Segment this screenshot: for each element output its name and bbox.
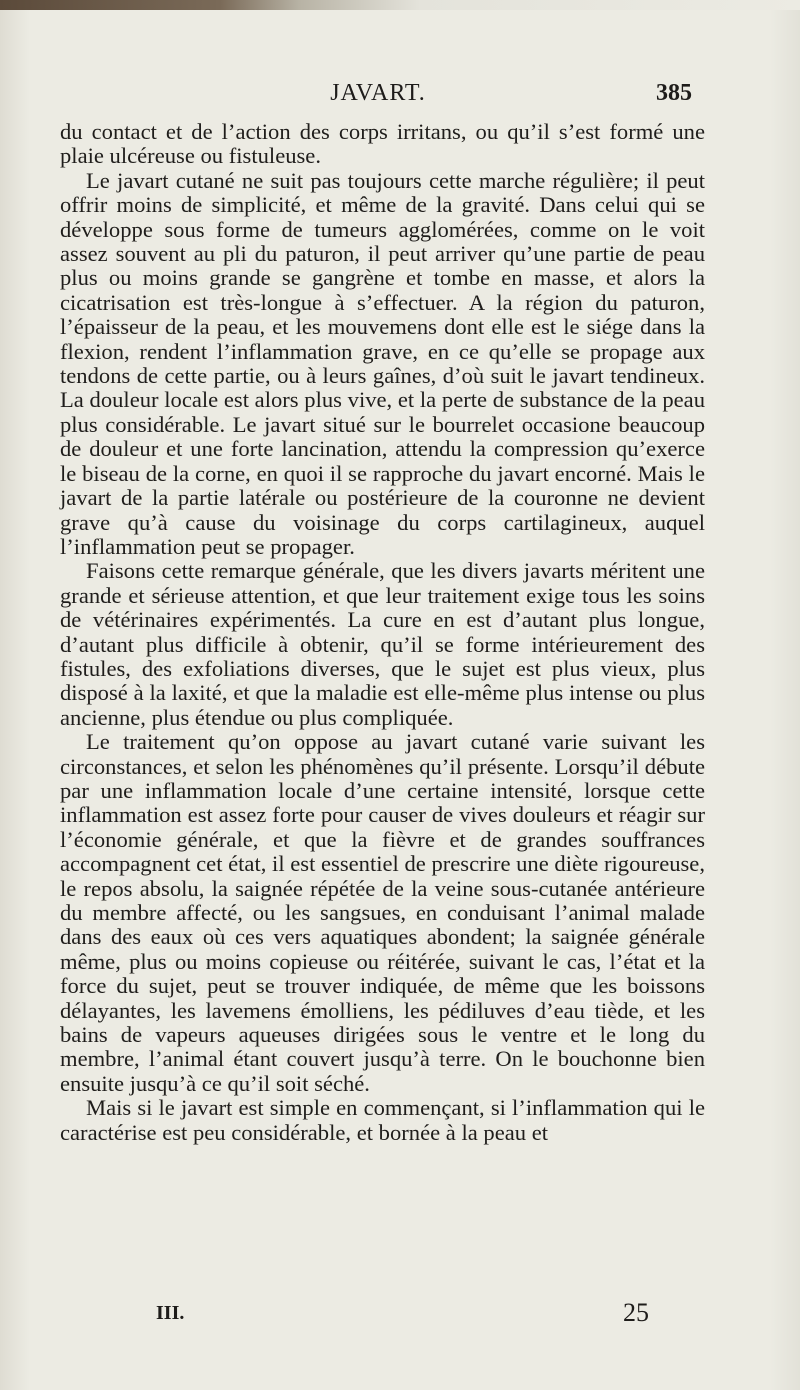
page-top-edge bbox=[0, 0, 800, 10]
page-number: 385 bbox=[656, 80, 692, 106]
page-header bbox=[58, 80, 698, 114]
paragraph: du contact et de l’action des corps irritans, ou qu’il s’est formé une plaie ulcéreuse ou fistuleuse. bbox=[60, 119, 705, 169]
page-body bbox=[60, 120, 705, 1145]
volume-number: III. bbox=[156, 1302, 185, 1324]
running-title: JAVART. bbox=[330, 80, 426, 106]
paragraph: Le traitement qu’on oppose au javart cutané varie suivant les circonstances, et selon les phénomènes qu’il présente. Lorsqu’il débute par une inflammation locale d’une certaine intensité, lorsque cette inflammation est assez forte pour causer de vives douleurs et réagir sur l’économie générale, et que la fièvre et de grandes souffrances accompagnent cet état, il est essentiel de prescrire une diète rigoureuse, le repos absolu, la saignée répétée de la veine sous-cutanée antérieure du membre affecté, ou les sangsues, en conduisant l’animal malade dans des eaux où ces vers aquatiques abondent; la saignée générale même, plus ou moins copieuse ou réitérée, suivant le cas, l’état et la force du sujet, peut se trouver indiquée, de même que les boissons délayantes, les lavemens émolliens, les pédiluves d’eau tiède, et les bains de vapeurs aqueuses dirigées sous le ventre et le long du membre, l’animal étant couvert jusqu’à terre. On le bouchonne bien ensuite jusqu’à ce qu’il soit séché. bbox=[60, 729, 705, 1096]
page-footer bbox=[58, 1298, 698, 1336]
paragraph: Mais si le javart est simple en commençant, si l’inflammation qui le caractérise est peu considérable, et bornée à la peau et bbox=[60, 1095, 705, 1145]
signature-mark: 25 bbox=[623, 1298, 649, 1327]
paragraph: Le javart cutané ne suit pas toujours cette marche régulière; il peut offrir moins de simplicité, et même de la gravité. Dans celui qui se développe sous forme de tumeurs agglomérées, comme on le voit assez souvent au pli du paturon, il peut arriver qu’une partie de peau plus ou moins grande se gangrène et tombe en masse, et alors la cicatrisation est très-longue à s’effectuer. A la région du paturon, l’épaisseur de la peau, et les mouvemens dont elle est le siége dans la flexion, rendent l’inflammation grave, en ce qu’elle se propage aux tendons de cette partie, ou à leurs gaînes, d’où suit le javart tendineux. La douleur locale est alors plus vive, et la perte de substance de la peau plus considérable. Le javart situé sur le bourrelet occasione beaucoup de douleur et une forte lancination, attendu la compression qu’exerce le biseau de la corne, en quoi il se rapproche du javart encorné. Mais le javart de la partie latérale ou postérieure de la couronne ne devient grave qu’à cause du voisinage du corps cartilagineux, auquel l’inflammation peut se propager. bbox=[60, 167, 705, 559]
paragraph: Faisons cette remarque générale, que les divers javarts méritent une grande et sérieuse attention, et que leur traitement exige tous les soins de vétérinaires expérimentés. La cure en est d’autant plus longue, d’autant plus difficile à obtenir, qu’il se forme intérieurement des fistules, des exfoliations diverses, que le sujet est plus vieux, plus disposé à la laxité, et que la maladie est elle-même plus intense ou plus ancienne, plus étendue ou plus compliquée. bbox=[60, 558, 705, 730]
